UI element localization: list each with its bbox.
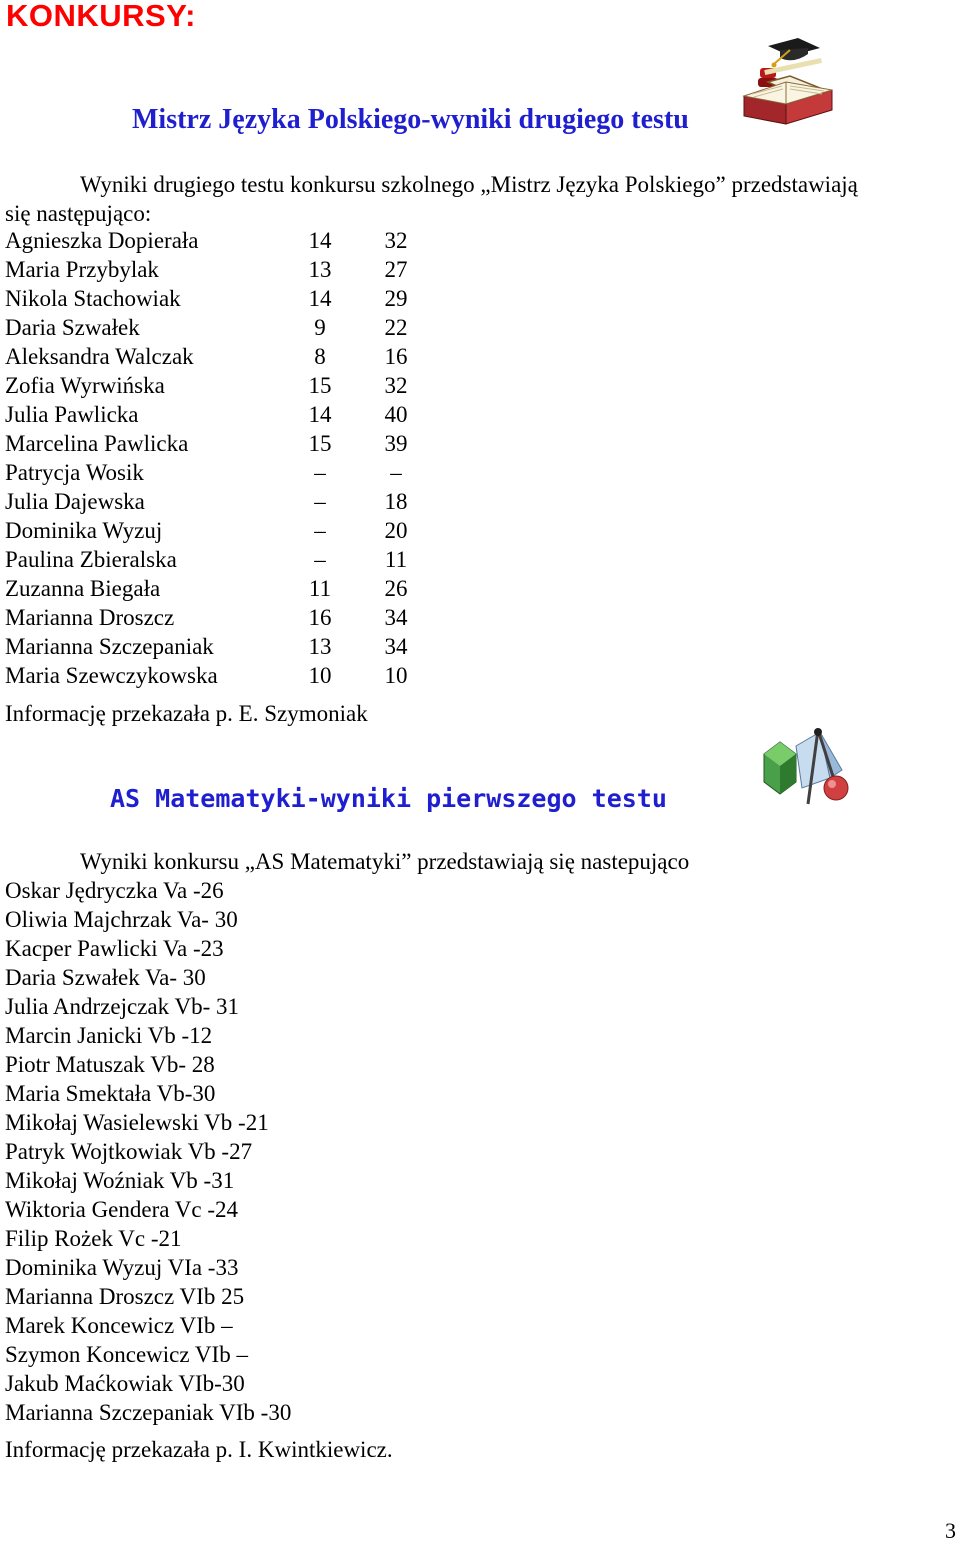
list-item: Kacper Pawlicki Va -23 [5,936,224,961]
section2-intro: Wyniki konkursu „AS Matematyki” przedstawiają się nastepująco [80,849,690,874]
geometry-tools-icon [756,726,856,817]
student-name: Dominika Wyzuj [5,518,163,543]
student-name: Zofia Wyrwińska [5,373,165,398]
test2-score: 34 [384,634,408,659]
test1-score: 14 [308,402,332,427]
test2-score: 10 [384,663,408,688]
student-name: Marianna Droszcz [5,605,175,630]
test1-score: 15 [308,373,332,398]
student-name: Nikola Stachowiak [5,286,181,311]
list-item: Filip Rożek Vc -21 [5,1226,182,1251]
list-item: Patryk Wojtkowiak Vb -27 [5,1139,253,1164]
list-item: Maria Smektała Vb-30 [5,1081,216,1106]
student-name: Julia Pawlicka [5,402,139,427]
list-item: Wiktoria Gendera Vc -24 [5,1197,239,1222]
test2-score: 32 [384,228,408,253]
section1-footer: Informację przekazała p. E. Szymoniak [5,701,368,726]
test2-score: 18 [384,489,408,514]
graduation-book-icon [738,34,836,137]
list-item: Marianna Szczepaniak VIb -30 [5,1400,292,1425]
section1-intro-line2: się następująco: [5,201,152,226]
list-item: Oskar Jędryczka Va -26 [5,878,224,903]
list-item: Daria Szwałek Va- 30 [5,965,206,990]
list-item: Mikołaj Woźniak Vb -31 [5,1168,235,1193]
test1-score: 13 [308,257,332,282]
list-item: Dominika Wyzuj VIa -33 [5,1255,239,1280]
section2-footer: Informację przekazała p. I. Kwintkiewicz. [5,1437,393,1462]
test1-score: 14 [308,228,332,253]
test1-score: 9 [314,315,326,340]
page-title: KONKURSY: [6,0,196,33]
list-item: Oliwia Majchrzak Va- 30 [5,907,238,932]
student-name: Daria Szwałek [5,315,140,340]
test1-score: 8 [314,344,326,369]
list-item: Marianna Droszcz VIb 25 [5,1284,245,1309]
test2-score: 32 [384,373,408,398]
student-name: Marianna Szczepaniak [5,634,214,659]
list-item: Szymon Koncewicz VIb – [5,1342,248,1367]
list-item: Jakub Maćkowiak VIb-30 [5,1371,245,1396]
test2-score: – [390,460,402,485]
test2-score: 29 [384,286,408,311]
test2-score: 22 [384,315,408,340]
list-item: Mikołaj Wasielewski Vb -21 [5,1110,269,1135]
student-name: Paulina Zbieralska [5,547,177,572]
student-name: Julia Dajewska [5,489,145,514]
list-item: Julia Andrzejczak Vb- 31 [5,994,239,1019]
student-name: Marcelina Pawlicka [5,431,189,456]
list-item: Piotr Matuszak Vb- 28 [5,1052,215,1077]
test2-score: 11 [384,547,408,572]
list-item: Marcin Janicki Vb -12 [5,1023,213,1048]
section1-intro-line1: Wyniki drugiego testu konkursu szkolnego „Mistrz Języka Polskiego” przedstawiają [80,172,858,197]
test2-score: 34 [384,605,408,630]
test1-score: 14 [308,286,332,311]
student-name: Maria Przybylak [5,257,159,282]
test1-score: 16 [308,605,332,630]
student-name: Maria Szewczykowska [5,663,218,688]
test1-score: – [314,460,326,485]
test1-score: – [314,489,326,514]
student-name: Aleksandra Walczak [5,344,194,369]
test1-score: 11 [308,576,332,601]
test2-score: 27 [384,257,408,282]
test1-score: 13 [308,634,332,659]
test2-score: 20 [384,518,408,543]
test1-score: – [314,547,326,572]
list-item: Marek Koncewicz VIb – [5,1313,233,1338]
test2-score: 39 [384,431,408,456]
student-name: Agnieszka Dopierała [5,228,199,253]
section2-title: AS Matematyki-wyniki pierwszego testu [110,784,667,813]
test2-score: 40 [384,402,408,427]
test2-score: 26 [384,576,408,601]
student-name: Zuzanna Biegała [5,576,161,601]
test1-score: 15 [308,431,332,456]
section1-title: Mistrz Języka Polskiego-wyniki drugiego testu [132,104,689,135]
test1-score: – [314,518,326,543]
student-name: Patrycja Wosik [5,460,144,485]
test1-score: 10 [308,663,332,688]
page-number: 3 [945,1518,956,1543]
test2-score: 16 [384,344,408,369]
